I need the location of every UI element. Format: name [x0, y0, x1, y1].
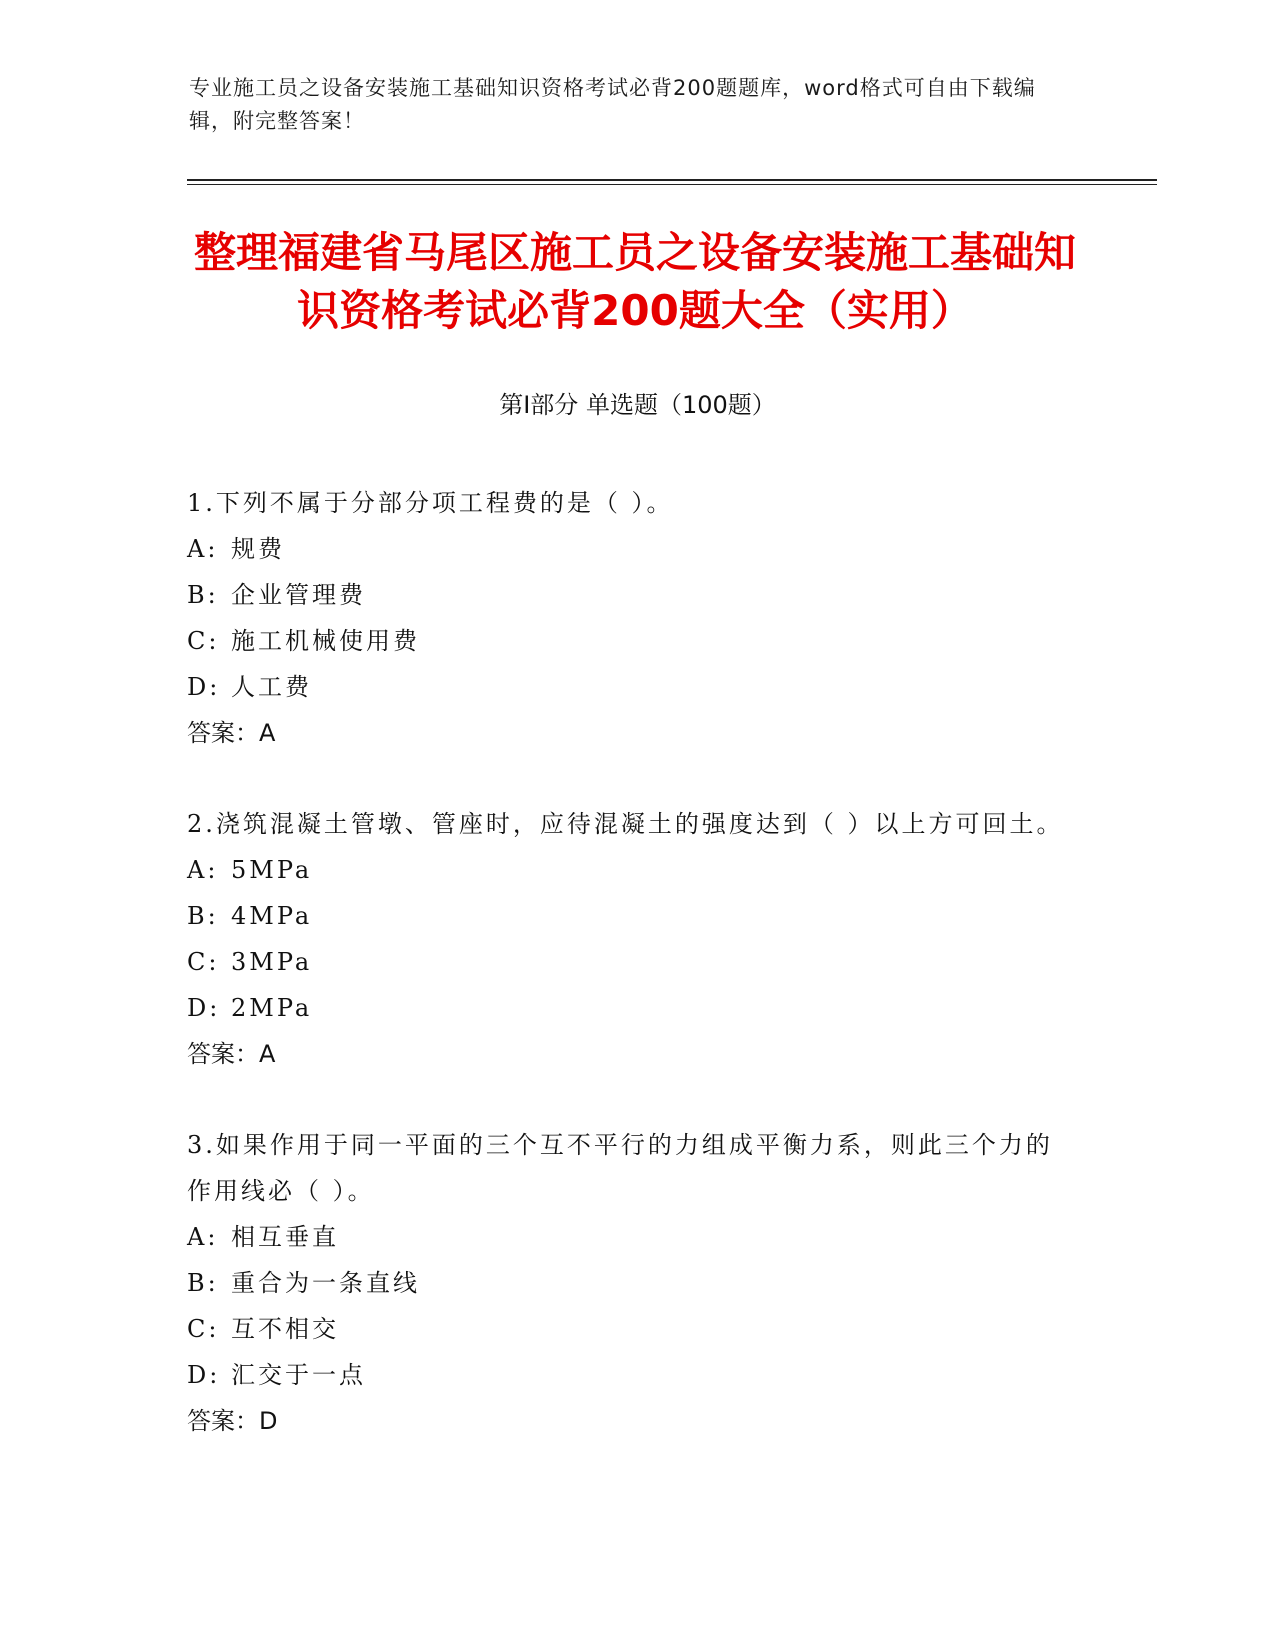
- question-spacer: [187, 1077, 1067, 1122]
- option-key: C:: [187, 627, 220, 655]
- option-a: [187, 847, 1067, 893]
- option-key: D:: [187, 994, 221, 1022]
- option-c: [187, 1306, 1067, 1352]
- option-d: [187, 1352, 1067, 1398]
- answer-line: 答案：A: [187, 719, 276, 747]
- option-text: 规费: [231, 535, 285, 563]
- option-key: A:: [187, 856, 219, 884]
- question-stem: 3.如果作用于同一平面的三个互不平行的力组成平衡力系，则此三个力的作用线必（ ）。: [187, 1131, 1053, 1205]
- option-key: A:: [187, 1223, 219, 1251]
- question-2: [187, 801, 1067, 1077]
- question-1: [187, 480, 1067, 756]
- option-text: 2MPa: [231, 994, 313, 1022]
- option-a: [187, 526, 1067, 572]
- question-stem: 1.下列不属于分部分项工程费的是（ ）。: [187, 489, 674, 517]
- option-d: [187, 664, 1067, 710]
- option-key: B:: [187, 581, 219, 609]
- option-text: 企业管理费: [231, 581, 366, 609]
- option-text: 相互垂直: [231, 1223, 339, 1251]
- header-rule-thin: [187, 184, 1157, 185]
- question-spacer: [187, 756, 1067, 801]
- option-b: [187, 893, 1067, 939]
- option-b: [187, 1260, 1067, 1306]
- option-key: C:: [187, 1315, 220, 1343]
- answer-line: 答案：A: [187, 1040, 276, 1068]
- answer-line: 答案：D: [187, 1407, 278, 1435]
- option-text: 施工机械使用费: [231, 627, 420, 655]
- option-key: C:: [187, 948, 220, 976]
- option-text: 4MPa: [231, 902, 313, 930]
- option-c: [187, 618, 1067, 664]
- option-text: 重合为一条直线: [231, 1269, 420, 1297]
- option-text: 5MPa: [231, 856, 313, 884]
- option-c: [187, 939, 1067, 985]
- option-d: [187, 985, 1067, 1031]
- question-3: [187, 1122, 1067, 1444]
- option-b: [187, 572, 1067, 618]
- option-key: B:: [187, 902, 219, 930]
- option-key: A:: [187, 535, 219, 563]
- header-rule-thick: [187, 179, 1157, 181]
- option-key: D:: [187, 1361, 221, 1389]
- option-key: B:: [187, 1269, 219, 1297]
- option-text: 人工费: [231, 673, 312, 701]
- question-stem: 2.浇筑混凝土管墩、管座时，应待混凝土的强度达到（ ）以上方可回土。: [187, 810, 1064, 838]
- question-list: [187, 480, 1067, 1444]
- option-key: D:: [187, 673, 221, 701]
- option-text: 汇交于一点: [231, 1361, 366, 1389]
- section-heading: 第I部分 单选题（100题）: [499, 391, 776, 419]
- option-text: 3MPa: [231, 948, 313, 976]
- document-title: 整理福建省马尾区施工员之设备安装施工基础知识资格考试必背200题大全（实用）: [193, 228, 1076, 335]
- option-a: [187, 1214, 1067, 1260]
- intro-text: 专业施工员之设备安装施工基础知识资格考试必背200题题库，word格式可自由下载编辑，附完整答案！: [189, 76, 1036, 133]
- option-text: 互不相交: [231, 1315, 339, 1343]
